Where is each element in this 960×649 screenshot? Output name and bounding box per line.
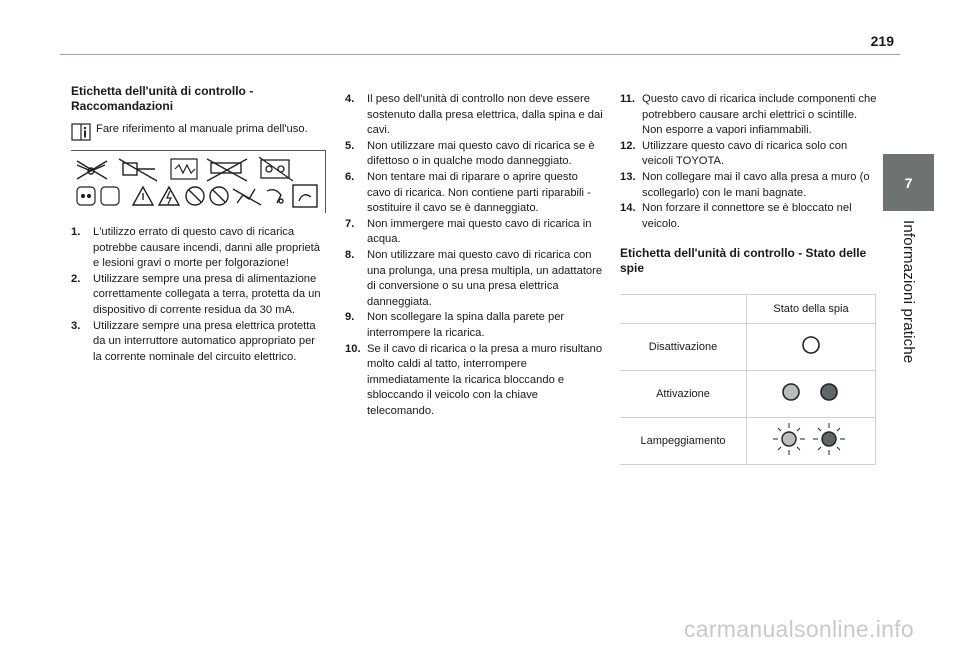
list-item: 5. Non utilizzare mai questo cavo di ricarica se è difettoso o in qualche modo danneggiato.: [345, 139, 595, 168]
list-item: 3. Utilizzare sempre una presa elettrica protetta da un interruttore automatico appropriato per la corrente nominale del circuito elettrico.: [71, 319, 316, 363]
watermark: carmanualsonline.info: [683, 616, 914, 642]
column-3: [620, 92, 878, 465]
no-water-icon: [259, 157, 293, 181]
table-header-row: [620, 295, 876, 324]
manual-note-text: Fare riferimento al manuale prima dell'uso.: [96, 123, 308, 135]
table-header-lamp-status: Stato della spia: [747, 295, 876, 324]
no-fire-icon: [186, 187, 204, 205]
row-label-on: Attivazione: [620, 371, 747, 418]
chapter-number: 7: [904, 174, 913, 191]
manual-note: [71, 122, 326, 142]
recommendations-list-1: [71, 225, 326, 365]
chapter-title: Informazioni pratiche: [900, 220, 917, 364]
read-manual-icon: [71, 122, 91, 142]
list-item: 8. Non utilizzare mai questo cavo di ricarica con una prolunga, una presa multipla, un adattatore di conversione o su una presa elettrica danneggiata.: [345, 248, 603, 308]
no-pull-icon: [210, 187, 228, 205]
warning-symbols-strip: [71, 150, 326, 213]
lamp-off-icon: [791, 330, 831, 360]
table-row: [620, 371, 876, 418]
table-header-empty: [620, 295, 747, 324]
no-multiplug-icon: [207, 159, 247, 181]
electric-hazard-icon: [159, 187, 179, 205]
table-row: [620, 418, 876, 465]
recommendations-list-3: [620, 92, 878, 232]
warning-symbols: [71, 155, 326, 215]
lamp-blinking-icon: [761, 419, 861, 459]
page-number: 219: [870, 33, 894, 49]
no-wall-hang-icon: [171, 159, 197, 179]
list-item: 2. Utilizzare sempre una presa di alimentazione correttamente collegata a terra, protetta da un dispositivo di corrente residua da 30 mA.: [71, 272, 321, 316]
list-item: 13. Non collegare mai il cavo alla presa a muro (o scollegarlo) con le mani bagnate.: [620, 170, 870, 199]
list-item: 9. Non scollegare la spina dalla parete per interrompere la ricarica.: [345, 311, 565, 339]
list-item: 12. Utilizzare questo cavo di ricarica solo con veicoli TOYOTA.: [620, 139, 848, 168]
lamp-on-icon: [766, 377, 856, 407]
grounded-socket-icon: [77, 187, 119, 205]
chapter-tab[interactable]: [883, 154, 934, 211]
row-label-blinking: Lampeggiamento: [620, 418, 747, 465]
list-item: 6. Non tentare mai di riparare o aprire questo cavo di ricarica. Non contiene parti riparabili - sostituire il cavo se è danneggiato.: [345, 170, 591, 215]
warning-triangle-icon: [133, 187, 153, 205]
column-1: [71, 84, 326, 365]
section-heading-lamp-status: Etichetta dell'unità di controllo - Stato delle spie: [620, 246, 867, 276]
list-item: 1. L'utilizzo errato di questo cavo di ricarica potrebbe causare incendi, danni alle proprietà e lesioni gravi o morte per folgorazione!: [71, 226, 321, 270]
list-item: 10. Se il cavo di ricarica o la presa a muro risultano molto caldi al tatto, interrompere immediatamente la ricarica bloccando e sbloccando il veicolo con la chiave telecomando.: [345, 342, 603, 417]
section-heading-recommendations: Etichetta dell'unità di controllo - Raccomandazioni: [71, 84, 254, 113]
row-label-off: Disattivazione: [620, 324, 747, 371]
lamp-status-table: [620, 294, 876, 465]
list-item: 11. Questo cavo di ricarica include componenti che potrebbero causare archi elettrici o scintille. Non esporre a vapori infiammabili.: [620, 93, 877, 137]
no-plug-drop-icon: [267, 190, 283, 203]
list-item: 4. Il peso dell'unità di controllo non deve essere sostenuto dalla presa elettrica, dalla spina e dai cavi.: [345, 93, 603, 137]
column-2: [345, 92, 603, 419]
header-rule: [60, 54, 900, 55]
no-wet-hands-icon: [233, 189, 261, 205]
recommendations-list-2: [345, 92, 603, 419]
list-item: 14. Non forzare il connettore se è bloccato nel veicolo.: [620, 202, 852, 230]
no-extension-icon: [77, 161, 107, 179]
list-item: 7. Non immergere mai questo cavo di ricarica in acqua.: [345, 217, 592, 246]
no-adapter-icon: [119, 159, 157, 181]
table-row: [620, 324, 876, 371]
hand-safety-icon: [293, 185, 317, 207]
